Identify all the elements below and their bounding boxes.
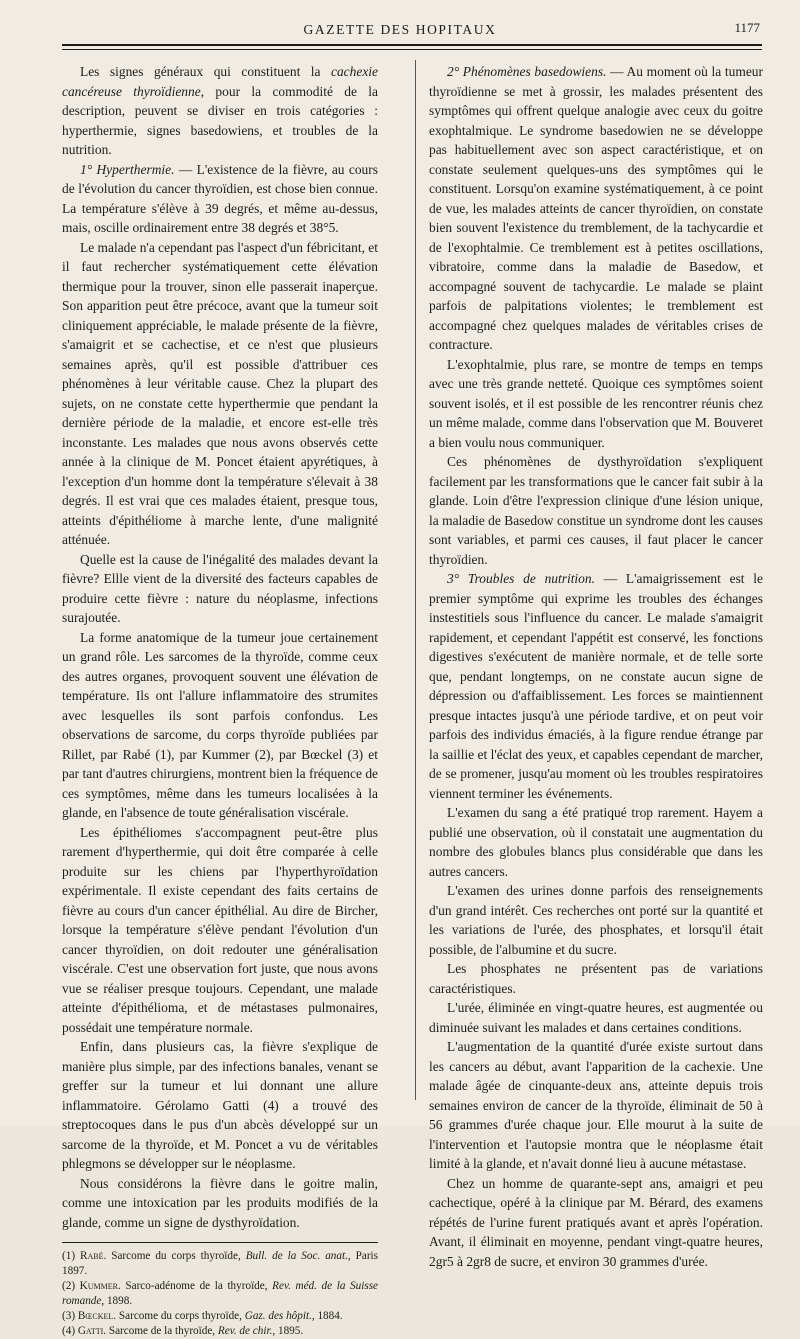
section-heading: 1° Hyperthermie. bbox=[80, 161, 175, 177]
paragraph: L'examen des urines donne parfois des renseignements d'un grand intérêt. Ces recherches ont porté sur la quantité et les variations de l'urée, des phosphates, et lorsqu'il était possible, de l'albumine et du sucre. bbox=[429, 883, 763, 957]
right-column bbox=[429, 62, 763, 1271]
section-troubles-nutrition: 3° Troubles de nutrition. — L'amaigrissement est le premier symptôme qui exprime les troubles des échanges instestitiels sous l'influence du cancer. Le malade s'amaigrit rapidement, et cependant l'appétit est conservé, les fonctions digestives s'exécutent de manière normale, et de telle sorte que, pendant longtemps, on ne constate aucun signe de dépression ou d'affaiblissement. Les forces se maintiennent presque intactes jusqu'à une période tardive, et on peut voir parfois des individus émaciés, à la figure rendue étrange par la saillie et l'éclat des yeux, et capables cependant de marcher, de se promener, jusqu'au moment où les troubles respiratoires viennent terminer les événements. bbox=[429, 571, 763, 801]
paragraph: Enfin, dans plusieurs cas, la fièvre s'explique de manière plus simple, par des infections banales, venant se greffer sur la tumeur et lui donnant une allure inflammatoire. Gérolamo Gatti (4) a trouvé des streptocoques dans le pus d'un abcès développé sur un sarcome de la thyroïde, et M. Poncet a vu de véritables phlegmons se développer sur le néoplasme. bbox=[62, 1039, 378, 1171]
running-header: GAZETTE DES HOPITAUX bbox=[303, 22, 497, 37]
section-phenomenes-basedowiens: 2° Phénomènes basedowiens. — Au moment où la tumeur thyroïdienne se met à grossir, les malades présentent des symptômes qui offrent quelque analogie avec ceux du goitre exophtalmique. Le syndrome basedowien ne se développe pas habituellement avec son aspect caractéristique, et on constate seulement quelques-uns des symptômes qui le constituent. Lorsqu'on examine systématiquement, à ce point de vue, les malades atteints de cancer thyroïdien, on constate bien souvent l'existence du tremblement, de la tachycardie et de l'exophtalmie. Ce tremblement est à petites oscillations, vibratoire, comme dans la maladie de Basedow, et accompagné souvent de tachycardie. Le malade se plaint parfois de palpitations violentes; le tremblement est accompagné chez quelques malades de véritables crises de contracture. bbox=[429, 64, 763, 352]
footnote-rule bbox=[62, 1242, 378, 1243]
paragraph: Ces phénomènes de dysthyroïdation s'expliquent facilement par les transformations que le cancer fait subir à la glande. Loin d'être l'expression clinique d'une lésion unique, la maladie de Basedow constitue un syndrome dont les causes sont variables, et parmi ces causes, il faut placer le cancer thyroïdien. bbox=[429, 454, 763, 567]
footnote: (4) Gatti. Sarcome de la thyroïde, Rev. de chir., 1895. bbox=[62, 1325, 304, 1337]
footnote: (2) Kummer. Sarco-adénome de la thyroïde, Rev. méd. de la Suisse romande, 1898. bbox=[62, 1280, 379, 1307]
paragraph: L'augmentation de la quantité d'urée existe surtout dans les cancers au début, avant l'apparition de la cachexie. Une malade âgée de cinquante-deux ans, atteinte depuis trois semaines environ de cancer de la thyroïde, éliminait de 50 à 56 grammes d'urée chaque jour. Elle mourut à la suite de l'intervention et l'autopsie montra que le néoplasme était limité à la glande, et n'avait donné lieu à aucune métastase. bbox=[429, 1039, 763, 1171]
section-heading: 3° Troubles de nutrition. bbox=[447, 571, 595, 586]
footnote: (3) Bœckel. Sarcome du corps thyroïde, Gaz. des hôpit., 1884. bbox=[62, 1310, 343, 1322]
left-column bbox=[62, 62, 378, 1339]
footnote: (1) Rabé. Sarcome du corps thyroïde, Bull. de la Soc. anat., Paris 1897. bbox=[62, 1250, 379, 1277]
paragraph: Les signes généraux qui constituent la cachexie cancéreuse thyroïdienne, pour la commodité de la description, peuvent se diviser en trois catégories : hyperthermie, signes basedowiens, et troubles de la nutrition. bbox=[62, 64, 379, 157]
paragraph: L'exophtalmie, plus rare, se montre de temps en temps avec une très grande netteté. Quoique ces symptômes soient souvent isolés, et il est possible de les rencontrer réunis chez un même malade, comme dans l'observation que M. Bouveret a bien voulu nous communiquer. bbox=[429, 356, 763, 450]
section-hyperthermie: 1° Hyperthermie. — L'existence de la fièvre, au cours de l'évolution du cancer thyroïdien, est chose bien connue. La température s'élève à 39 degrés, et même au-dessus, mais, oscille ordinairement entre 38 degrés et 38°5. bbox=[62, 161, 378, 235]
paragraph: L'examen du sang a été pratiqué trop rarement. Hayem a publié une observation, où il constatait une augmentation du nombre des globules blancs plus considérable que dans les autres cancers. bbox=[429, 805, 763, 879]
paragraph: Quelle est la cause de l'inégalité des malades devant la fièvre? Ellle vient de la diversité des facteurs capables de produire cette fièvre : nature du néoplasme, infections surajoutée. bbox=[62, 551, 378, 625]
column-divider bbox=[415, 60, 416, 1100]
header-rule-thick bbox=[62, 44, 762, 46]
paragraph: Les phosphates ne présentent pas de variations caractéristiques. bbox=[429, 961, 763, 996]
paragraph: Nous considérons la fièvre dans le goitre malin, comme une intoxication par les produits modifiés de la glande, comme un signe de dysthyroïdation. bbox=[62, 1175, 378, 1230]
paragraph: Chez un homme de quarante-sept ans, amaigri et peu cachectique, opéré à la clinique par M. Bérard, des examens répétés de l'urine furent pratiqués avant et après l'opération. Avant, il éliminait en moyenne, pendant vingt-quatre heures, 2gr5 à 2gr8 de sucre, et environ 30 grammes d'urée. bbox=[429, 1175, 763, 1269]
paragraph: La forme anatomique de la tumeur joue certainement un grand rôle. Les sarcomes de la thyroïde, comme ceux des autres organes, provoquent souvent une élévation de température. Ils ont l'allure inflammatoire des strumites avec lesquelles ils sont parfois confondus. Les observations de sarcome, du corps thyroïde publiées par Rillet, par Rabé (1), par Kummer (2), par Bœckel (3) et par tant d'autres chirurgiens, montrent bien la fréquence de ces symptômes, même dans les tumeurs localisées à la glande, en l'absence de toute généralisation viscérale. bbox=[62, 629, 378, 820]
page-number: 1177 bbox=[734, 20, 760, 35]
emphasis: cachexie cancéreuse thyroïdienne bbox=[62, 64, 378, 99]
header-rule-thin bbox=[62, 49, 762, 50]
paragraph: Le malade n'a cependant pas l'aspect d'un fébricitant, et il faut rechercher systématiquement cette élévation thermique pour la trouver, sinon elle passerait inaperçue. Son apparition peut être précoce, avant que la tumeur soit cliniquement appréciable, le malade présente de la fièvre, s'amaigrit et se cachectise, et ce n'est que plusieurs semaines après, qu'il est possible d'attribuer ces phénomènes à leur véritable cause. Chez la plupart des sujets, on ne constate cette hyperthermie que pendant la dernière période de la maladie, et encore est-elle très inconstante. Les malades que nous avons observés cette année à la clinique de M. Poncet étaient apyrétiques, à l'exception d'un homme dont la température s'élevait à 38 degrés. Il est vrai que ces malades étaient, presque tous, atteints d'épithéliome à marche lente, d'une malignité atténuée. bbox=[62, 239, 378, 547]
paragraph: L'urée, éliminée en vingt-quatre heures, est augmentée ou diminuée suivant les malades et dans certaines conditions. bbox=[429, 1000, 763, 1035]
section-heading: 2° Phénomènes basedowiens. bbox=[447, 64, 607, 79]
paragraph: Les épithéliomes s'accompagnent peut-être plus rarement d'hyperthermie, qui doit être comparée à celle produite sur les chiens par l'hyperthyroïdation expérimentale. Il existe cependant des faits certains de fièvre au cours d'un cancer épithélial. Au dire de Bircher, lorsque la température s'élève pendant l'évolution d'un cancer thyroïdien, on doit redouter une généralisation viscérale. C'est une observation fort juste, que nous avons vue se réaliser presque toujours. Cependant, une malade atteinte d'épithélioma, et de métastases pulmonaires, possédait une température normale. bbox=[62, 824, 378, 1035]
